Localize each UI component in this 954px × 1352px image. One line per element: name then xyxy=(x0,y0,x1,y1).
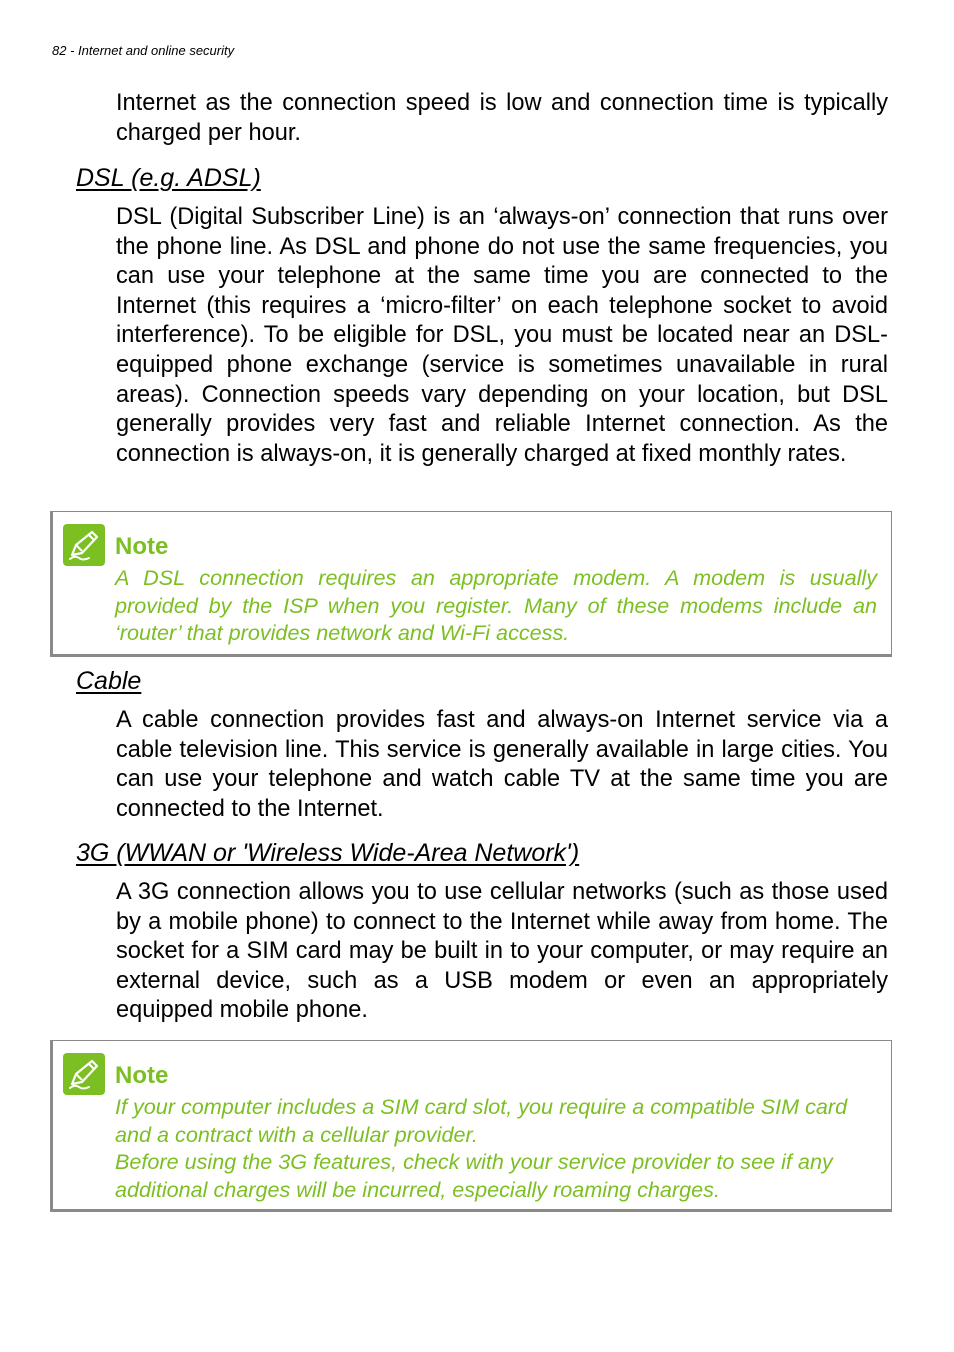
note-box-dsl xyxy=(50,511,892,657)
note-box-3g xyxy=(50,1040,892,1212)
note-text-2: Before using the 3G features, check with your service provider to see if any additional charges will be incurred, especially roaming charges. xyxy=(115,1149,833,1202)
dsl-heading: DSL (e.g. ADSL) xyxy=(76,164,261,192)
note-text-1: If your computer includes a SIM card slot, you require a compatible SIM card and a contract with a cellular provider. xyxy=(115,1094,848,1147)
running-header: 82 - Internet and online security xyxy=(52,43,235,58)
dsl-paragraph: DSL (Digital Subscriber Line) is an ‘always-on’ connection that runs over the phone line. As DSL and phone do not use the same frequencies, you can use your telephone at the same time you are connected to the Internet (this requires a ‘micro-filter’ on each telephone socket to avoid interference). To be eligible for DSL, you must be located near an DSL-equipped phone exchange (service is sometimes unavailable in rural areas). Connection speeds vary depending on your location, but DSL generally provides very fast and reliable Internet connection. As the connection is always-on, it is generally charged at fixed monthly rates. xyxy=(116,204,888,467)
note-title: Note xyxy=(115,533,169,560)
cable-heading: Cable xyxy=(76,667,142,695)
note-title: Note xyxy=(115,1062,169,1089)
3g-heading: 3G (WWAN or 'Wireless Wide-Area Network') xyxy=(76,839,580,867)
pencil-note-icon xyxy=(63,524,105,566)
cable-paragraph: A cable connection provides fast and always-on Internet service via a cable television line. This service is generally available in large cities. You can use your telephone and watch cable TV at the same time you are connected to the Internet. xyxy=(116,707,888,822)
intro-paragraph: Internet as the connection speed is low and connection time is typically charged per hour. xyxy=(116,90,888,146)
pencil-note-icon xyxy=(63,1053,105,1095)
note-text: A DSL connection requires an appropriate modem. A modem is usually provided by the ISP when you register. Many of these modems include an ‘router’ that provides network and Wi-Fi access. xyxy=(115,565,877,646)
3g-paragraph: A 3G connection allows you to use cellular networks (such as those used by a mobile phone) to connect to the Internet while away from home. The socket for a SIM card may be built in to your computer, or may require an external device, such as a USB modem or even an appropriately equipped mobile phone. xyxy=(116,879,888,1024)
